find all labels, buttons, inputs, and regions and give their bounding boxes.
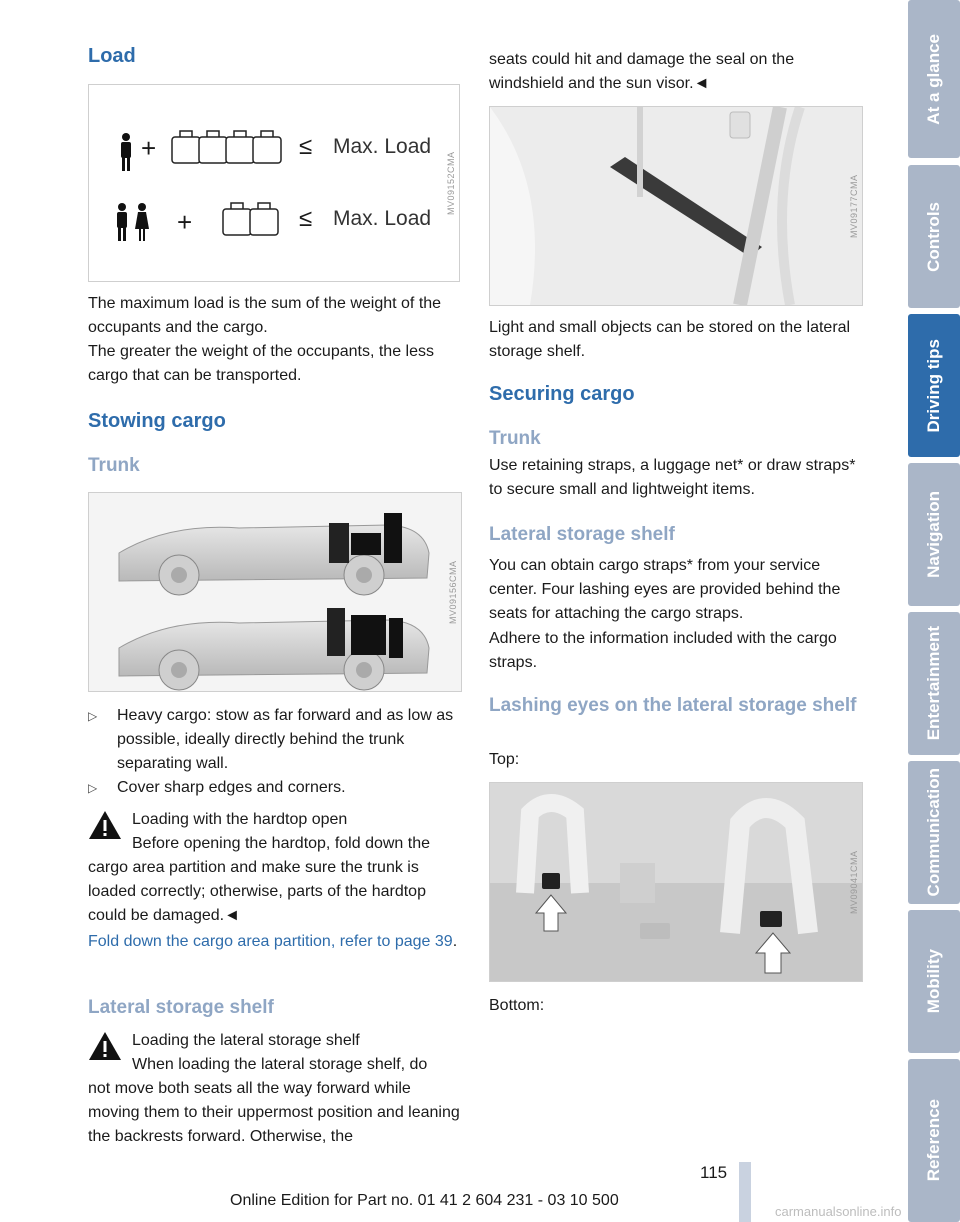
heading-load: Load — [88, 45, 136, 67]
warning-text: Before opening the hardtop, fold down the — [132, 835, 430, 852]
cross-reference-end: . — [452, 933, 458, 950]
paragraph: Adhere to the information included with the cargo straps. — [489, 630, 837, 671]
trunk-figure — [88, 492, 462, 692]
page-number: 115 — [700, 1163, 728, 1182]
bullet-text: Cover sharp edges and corners. — [117, 779, 346, 796]
page-marker-bar — [739, 1162, 751, 1222]
warning-text: cargo area partition and make sure the trunk is loaded correctly; otherwise, parts of the hardtop could be damaged.◄ — [88, 859, 426, 924]
tab-controls[interactable]: Controls — [908, 165, 960, 308]
edition-text: Online Edition for Part no. 01 41 2 604 231 - 03 10 500 — [230, 1192, 619, 1209]
heading-lateral-storage-shelf: Lateral storage shelf — [88, 997, 274, 1018]
list-item — [88, 704, 463, 776]
shelf-figure — [489, 106, 863, 306]
plus-sign: + — [177, 207, 193, 237]
heading-trunk: Trunk — [88, 455, 140, 476]
tab-reference[interactable]: Reference — [908, 1059, 960, 1222]
tab-driving-tips[interactable]: Driving tips — [908, 314, 960, 457]
paragraph: Light and small objects can be stored on the lateral storage shelf. — [489, 319, 851, 360]
figure-code: MV09156CMA — [448, 560, 458, 624]
warning-text: not move both seats all the way forward while moving them to their uppermost position and leaning the backrests forward. Otherwise, the — [88, 1080, 460, 1145]
bullet-text: Heavy cargo: stow as far forward and as low as possible, ideally directly behind the trunk separating wall. — [117, 707, 454, 772]
cross-reference[interactable] — [88, 930, 463, 954]
load-figure — [88, 84, 460, 282]
warning-icon — [88, 1030, 122, 1062]
person-icon — [135, 203, 149, 241]
warning-title: Loading the lateral storage shelf — [132, 1032, 360, 1049]
chapter-tabs — [903, 0, 960, 1222]
max-load-label: Max. Load — [333, 135, 432, 158]
list-item — [88, 776, 463, 800]
tab-at-a-glance[interactable]: At a glance — [908, 0, 960, 158]
plus-sign: + — [141, 133, 157, 163]
tab-entertainment[interactable]: Entertainment — [908, 612, 960, 755]
shelf-photo — [490, 107, 862, 305]
lashing-eyes-figure — [489, 782, 863, 982]
watermark: carmanualsonline.info — [775, 1204, 902, 1219]
paragraph: Bottom: — [489, 997, 545, 1014]
load-diagram — [89, 85, 459, 281]
tab-communication[interactable]: Communication — [908, 761, 960, 904]
paragraph: Use retaining straps, a luggage net* or draw straps* to secure small and lightweight items. — [489, 457, 856, 498]
max-load-label: Max. Load — [333, 207, 432, 230]
paragraph: The maximum load is the sum of the weight of the occupants and the cargo. — [88, 295, 442, 336]
warning-icon — [88, 809, 122, 841]
bullet-icon: ▷ — [88, 709, 98, 723]
heading-lateral-storage-shelf: Lateral storage shelf — [489, 524, 675, 545]
figure-code: MV09152CMA — [446, 151, 456, 215]
figure-code: MV09177CMA — [849, 174, 859, 238]
car-illustration — [89, 493, 461, 691]
heading-trunk: Trunk — [489, 428, 541, 449]
lashing-eyes-photo — [490, 783, 862, 981]
paragraph: seats could hit and damage the seal on the windshield and the sun visor.◄ — [489, 51, 795, 92]
cross-reference-text: Fold down the cargo area partition, refer to — [88, 933, 391, 950]
tab-mobility[interactable]: Mobility — [908, 910, 960, 1053]
le-sign: ≤ — [299, 205, 313, 232]
bullet-icon: ▷ — [88, 781, 98, 795]
person-icon — [117, 203, 127, 241]
warning-text: When loading the lateral storage shelf, do — [132, 1056, 428, 1073]
paragraph: The greater the weight of the occupants, the less cargo that can be transported. — [88, 343, 434, 384]
figure-code: MV09041CMA — [849, 850, 859, 914]
heading-securing-cargo: Securing cargo — [489, 383, 635, 405]
person-icon — [121, 133, 131, 171]
heading-lashing-eyes: Lashing eyes on the lateral storage shelf — [489, 695, 857, 716]
paragraph: Top: — [489, 751, 520, 768]
page-link[interactable]: page 39 — [394, 933, 453, 950]
le-sign: ≤ — [299, 133, 313, 160]
paragraph: You can obtain cargo straps* from your service center. Four lashing eyes are provided behind the seats for attaching the cargo straps. — [489, 557, 841, 622]
warning-title: Loading with the hardtop open — [132, 811, 348, 828]
tab-navigation[interactable]: Navigation — [908, 463, 960, 606]
heading-stowing-cargo: Stowing cargo — [88, 410, 226, 432]
